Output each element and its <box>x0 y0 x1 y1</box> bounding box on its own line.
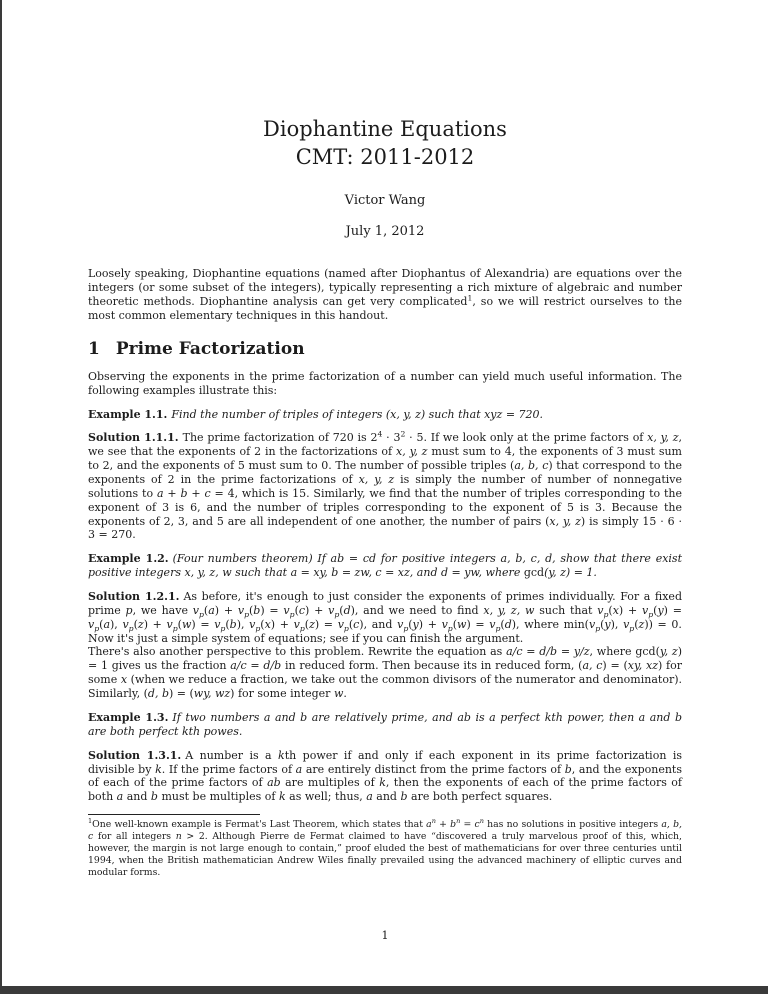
example-1-3-label: Example 1.3. <box>88 710 169 724</box>
title-block <box>88 116 682 171</box>
example-1-2 <box>88 552 682 580</box>
section-number: 1 <box>88 338 100 359</box>
document-page <box>2 0 768 986</box>
solution-1-1-1-label: Solution 1.1.1. <box>88 431 179 445</box>
document-title-line-1: Diophantine Equations <box>263 117 507 141</box>
page-number: 1 <box>381 929 389 942</box>
example-1-2-label: Example 1.2. <box>88 552 169 566</box>
solution-1-2-1-label: Solution 1.2.1. <box>88 590 180 604</box>
solution-1-2-1 <box>88 590 682 701</box>
document-title-line-2: CMT: 2011-2012 <box>295 144 475 169</box>
date: July 1, 2012 <box>345 224 425 240</box>
footnote-rule <box>88 814 260 815</box>
example-1-3-body: If two numbers a and b are relatively prime, and ab is a perfect kth power, then a and b are both perfect kth powes. <box>88 710 683 738</box>
intro-paragraph: Loosely speaking, Diophantine equations (named after Diophantus of Alexandria) are equations over the integers (or some subset of the integers), typically representing a rich mixture of algebraic and number theoretic methods. Diophantine analysis can get very complicated$^1$, so we will restrict ourselves to the most common elementary techniques in this handout. <box>88 267 682 323</box>
example-1-1-label: Example 1.1. <box>88 407 168 421</box>
example-1-2-body: (Four numbers theorem) If ab = cd for positive integers a, b, c, d, show that there exist positive integers x, y, z, w such that a = xy, b = zw, c = xz, and d = yw, where gcd(y, z) = 1. <box>88 552 682 580</box>
solution-1-3-1 <box>88 749 682 804</box>
example-1-1 <box>88 408 682 422</box>
section-heading <box>88 339 682 359</box>
solution-1-2-1-body: As before, it's enough to just consider the exponents of primes individually. For a fixed prime p, we have $v_p(a) + v_p(b) = v_p(c) + v_p(d)$, and we need to find x, y, z, w such that $v_p(x) + v_p(y) = v_p(a)$, $v_p(z) + v_p(w) = v_p(b)$, $v_p(x) + v_p(z) = v_p(c)$, and $v_p(y) + v_p(w) = v_p(d)$, where $\min(v_p(y)$, $v_p(z)) = 0$. Now it's just a simple system of equations; see if you can finish the argument. There's also another perspective to this problem. Rewrite the equation as a/c = d/b = y/z, where gcd(y, z) = 1 gives us the fraction a/c = d/b in reduced form. Then because its in reduced form, (a, c) = (xy, xz) for some x (when we reduce a fraction, we take out the common divisors of the numerator and denominator). Similarly, (d, b) = (wy, wz) for some integer w. <box>88 590 683 701</box>
section-intro-paragraph: Observing the exponents in the prime factorization of a number can yield much useful information. The following examples illustrate this: <box>88 369 682 397</box>
footnote: $^1$One well-known example is Fermat's Last Theorem, which states that $a^n + b^n = c^n$ has no solutions in positive integers a, b, c for all integers n > 2. Although Pierre de Fermat claimed to have “discovered a truly marvelous proof of this, which, however, the margin is not large enough to contain,” proof eluded the best of mathematicians for over three centuries until 1994, when the British mathematician Andrew Wiles finally prevailed using the advanced machinery of elliptic curves and modular forms. <box>88 816 682 878</box>
solution-1-3-1-body: A number is a kth power if and only if each exponent in its prime factorization is divisible by k. If the prime factors of a are entirely distinct from the prime factors of b, and the exponents of each of the prime factors of ab are multiples of k, then the exponents of each of the prime factors of both a and b must be multiples of k as well; thus, a and b are both perfect squares. <box>88 748 682 804</box>
author: Victor Wang <box>344 193 426 209</box>
example-1-1-body: Find the number of triples of integers (x, y, z) such that xyz = 720. <box>171 407 544 421</box>
example-1-3 <box>88 711 682 739</box>
solution-1-1-1 <box>88 431 682 542</box>
solution-1-3-1-label: Solution 1.3.1. <box>88 748 182 762</box>
solution-1-1-1-body: The prime factorization of 720 is $2^4 \cdot 3^2 \cdot 5$. If we look only at the prime factors of x, y, z, we see that the exponents of 2 in the factorizations of x, y, z must sum to 4, the exponents of 3 must sum to 2, and the exponents of 5 must sum to 0. The number of possible triples (a, b, c) that correspond to the exponents of 2 in the prime factorizations of x, y, z is simply the number of number of nonnegative solutions to a + b + c = 4, which is 15. Similarly, we find that the number of triples corresponding to the exponent of 3 is 6, and the number of triples corresponding to the exponent of 5 is 3. Because the exponents of 2, 3, and 5 are all independent of one another, the number of pairs (x, y, z) is simply 15 · 6 · 3 = 270. <box>88 429 683 542</box>
section-title: Prime Factorization <box>115 338 305 359</box>
